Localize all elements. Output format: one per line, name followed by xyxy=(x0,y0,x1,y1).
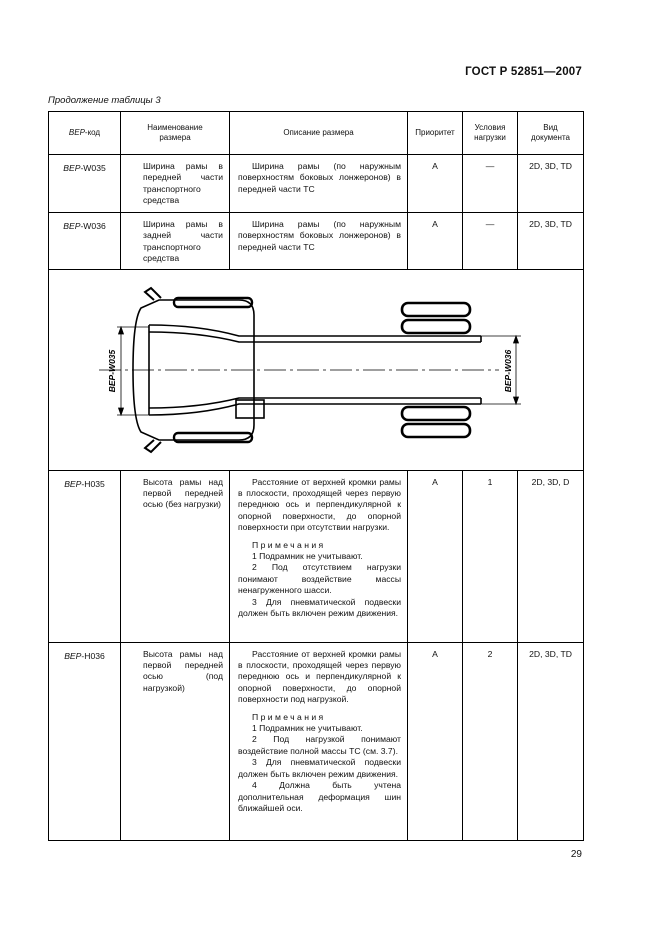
header-load: Условия нагрузки xyxy=(463,112,518,155)
row-doc: 2D, 3D, D xyxy=(518,470,584,642)
header-name: Наименование размера xyxy=(121,112,230,155)
frame-box xyxy=(236,400,264,418)
mirror-top xyxy=(145,288,161,300)
page-number: 29 xyxy=(570,849,582,860)
header-priority: Приоритет xyxy=(408,112,463,155)
dimension-rear xyxy=(481,336,521,404)
note: 4 Должна быть учтена дополнительная деформация шин ближайшей оси. xyxy=(238,780,401,813)
row-load: — xyxy=(463,155,518,213)
dimension-label-front: ВЕР-W035 xyxy=(107,349,117,392)
row-load: 1 xyxy=(463,470,518,642)
table-continuation-caption: Продолжение таблицы 3 xyxy=(48,95,161,106)
row-priority: А xyxy=(408,155,463,213)
row-doc: 2D, 3D, TD xyxy=(518,642,584,840)
notes-heading: Примечания xyxy=(252,711,326,722)
row-description: Ширина рамы (по наружным поверхностям боковых лонжеронов) в передней части ТС xyxy=(230,155,408,213)
row-name: Ширина рамы в передней части транспортного средства xyxy=(121,155,230,213)
notes-heading: Примечания xyxy=(252,539,326,550)
row-name: Высота рамы над первой передней осью (без нагрузки) xyxy=(121,470,230,642)
mirror-bottom xyxy=(145,440,161,452)
table-row xyxy=(49,155,584,213)
note: 2 Под нагрузкой понимают воздействие полной массы ТС (см. 3.7). xyxy=(238,734,401,756)
note: 1 Подрамник не учитывают. xyxy=(252,551,363,562)
header-code-suffix: -код xyxy=(84,127,101,137)
table-header-row xyxy=(49,112,584,155)
note: 2 Под отсутствием нагрузки понимают воздействие массы ненагруженного шасси. xyxy=(238,562,401,596)
row-code: ВЕР-W036 xyxy=(49,213,121,270)
row-doc: 2D, 3D, TD xyxy=(518,155,584,213)
row-code: ВЕР-W035 xyxy=(49,155,121,213)
row-doc: 2D, 3D, TD xyxy=(518,213,584,270)
row-code: ВЕР-H036 xyxy=(49,642,121,840)
frame-width-figure xyxy=(49,269,584,470)
row-load: — xyxy=(463,213,518,270)
row-priority: А xyxy=(408,213,463,270)
header-code xyxy=(49,112,121,155)
rear-wheel-top-1 xyxy=(402,303,470,316)
row-description: Расстояние от верхней кромки рамы в плоскости, проходящей через первую переднюю ось и перпендикулярной к опорной поверхности, до опорной поверхности под нагрузкой. Примечания 1 Подрамник не учитывают. 2 Под нагрузкой понимают воздействие полной массы ТС (см. 3.7). 3 Для пневматической подвески должен быть включен режим движения. 4 Должна быть учтена дополнительная деформация шин ближайшей оси. xyxy=(230,642,408,840)
note: 3 Для пневматической подвески должен быть включен режим движения. xyxy=(238,596,401,619)
row-name: Ширина рамы в задней части транспортного средства xyxy=(121,213,230,270)
rear-wheel-bottom-1 xyxy=(402,407,470,420)
row-name: Высота рамы над первой передней осью (под нагрузкой) xyxy=(121,642,230,840)
row-description: Ширина рамы (по наружным поверхностям боковых лонжеронов) в передней части ТС xyxy=(230,213,408,270)
rear-wheel-top-2 xyxy=(402,320,470,333)
row-priority: А xyxy=(408,642,463,840)
header-code-prefix: ВЕР xyxy=(68,127,85,137)
row-load: 2 xyxy=(463,642,518,840)
rear-wheel-bottom-2 xyxy=(402,424,470,437)
table-row xyxy=(49,642,584,840)
table-row xyxy=(49,213,584,270)
row-priority: А xyxy=(408,470,463,642)
figure-row xyxy=(49,269,584,470)
header-description: Описание размера xyxy=(230,112,408,155)
chassis-diagram xyxy=(49,270,582,470)
row-description: Расстояние от верхней кромки рамы в плоскости, проходящей через первую переднюю ось и перпендикулярной к опорной поверхности, до опорной поверхности при отсутствии нагрузки. Примечания 1 Подрамник не учитывают. 2 Под отсутствием нагрузки понимают воздействие массы ненагруженного шасси. 3 Для пневматической подвески должен быть включен режим движения. xyxy=(230,470,408,642)
table-row xyxy=(49,470,584,642)
row-code: ВЕР-H035 xyxy=(49,470,121,642)
note: 3 Для пневматической подвески должен быть включен режим движения. xyxy=(238,757,401,779)
header-doc-type: Вид документа xyxy=(518,112,584,155)
dimension-label-rear: ВЕР-W036 xyxy=(503,349,513,392)
document-code: ГОСТ Р 52851—2007 xyxy=(465,66,582,78)
dimensions-table xyxy=(48,111,584,841)
note: 1 Подрамник не учитывают. xyxy=(252,723,363,734)
